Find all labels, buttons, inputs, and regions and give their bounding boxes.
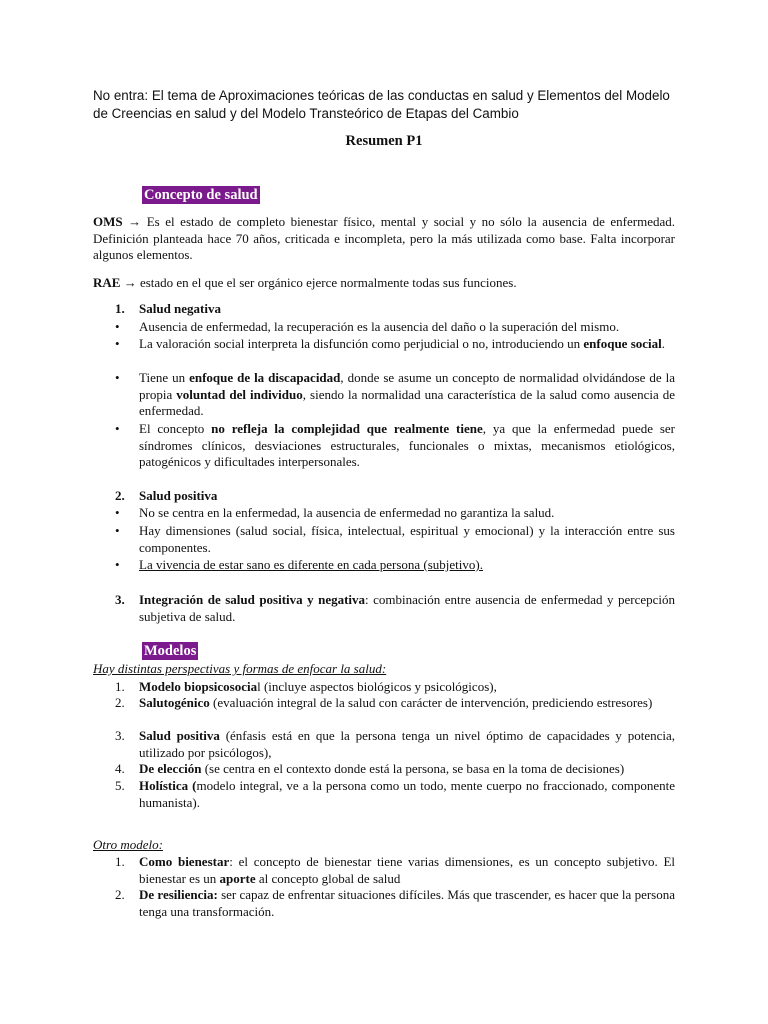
- item-label: Salutogénico: [139, 695, 210, 710]
- item-text: (énfasis está en que la persona tenga un nivel óptimo de capacidades y potencia, utilizado por psicólogos),: [139, 728, 675, 760]
- list-item-salud-negativa: [115, 301, 675, 318]
- list-number: 3.: [115, 728, 125, 743]
- bold-text: voluntad del individuo: [176, 386, 303, 402]
- bold-text: aporte: [219, 870, 256, 886]
- rae-label: RAE: [93, 275, 121, 290]
- modelo-item: [115, 761, 675, 778]
- heading-highlight: Concepto de salud: [144, 187, 258, 203]
- bullet-item: [115, 370, 675, 420]
- bullet-item: [115, 557, 675, 574]
- page-title: Resumen P1: [345, 133, 423, 149]
- bullet-text: Tiene un: [139, 370, 190, 385]
- otro-modelo-lead: Otro modelo:: [93, 837, 163, 852]
- item-label: De resiliencia:: [139, 887, 218, 902]
- modelo-item: [115, 695, 675, 712]
- bullet-text: Hay dimensiones (salud social, física, intelectual, espiritual y emocional) y la interacción entre sus componentes.: [139, 523, 675, 555]
- rae-text: estado en el que el ser orgánico ejerce normalmente todas sus funciones.: [136, 275, 517, 290]
- list-item-integracion: [115, 592, 675, 625]
- list-number: 2.: [115, 488, 125, 503]
- bullet-text: , donde se asume un concepto de normalidad olvidándose de la propia: [139, 370, 676, 402]
- bullet-icon: •: [115, 370, 120, 385]
- bullet-text: , ya que la enfermedad puede ser síndromes clínicos, desviaciones estructurales, funcionales o mixtas, mecanismos etiológicos, patogénicos y dificultades interpersonales.: [139, 421, 675, 469]
- oms-label: OMS: [93, 214, 123, 229]
- bullet-item: [115, 505, 675, 522]
- otro-modelo-item: [115, 887, 675, 920]
- modelo-item: [115, 778, 675, 811]
- arrow-icon: →: [128, 214, 142, 229]
- item-text: (evaluación integral de la salud con carácter de intervención, prediciendo estresores): [209, 695, 653, 710]
- otro-modelo-item: [115, 854, 675, 887]
- arrow-icon: →: [123, 275, 137, 290]
- bold-text: enfoque de la discapacidad: [189, 370, 341, 385]
- bullet-text: Ausencia de enfermedad, la recuperación es la ausencia del daño o la superación del mismo.: [139, 319, 620, 334]
- rae-definition: [93, 275, 675, 292]
- modelo-item: [115, 679, 675, 696]
- bullet-icon: •: [115, 523, 120, 538]
- list-number: 4.: [115, 761, 125, 776]
- oms-text: Es el estado de completo bienestar físico, mental y social y no sólo la ausencia de enfermedad. Definición planteada hace 70 años, criticada e incompleta, pero la más utilizada como base. Falta incorporar algunos elementos.: [93, 214, 675, 262]
- list-number: 2.: [115, 695, 125, 710]
- list-item-salud-positiva: [115, 488, 675, 505]
- bullet-icon: •: [115, 319, 120, 334]
- item-text: : el concepto de bienestar tiene varias dimensiones, es un concepto subjetivo. El bienestar es un: [139, 854, 675, 886]
- item-label: Modelo biopsicosocia: [139, 679, 258, 694]
- bullet-icon: •: [115, 421, 120, 436]
- bold-text: no refleja la complejidad que realmente tiene: [211, 421, 483, 436]
- item-label: Salud positiva: [139, 488, 218, 503]
- oms-definition: [93, 214, 675, 264]
- bullet-text: La valoración social interpreta la disfunción como perjudicial o no, introduciendo un: [139, 336, 584, 351]
- heading-highlight: Modelos: [144, 643, 197, 659]
- bullet-item: [115, 421, 675, 471]
- bullet-icon: •: [115, 505, 120, 520]
- item-text: : combinación entre ausencia de enfermedad y percepción subjetiva de salud.: [139, 592, 675, 624]
- list-number: 1.: [115, 301, 125, 316]
- item-text: ser capaz de enfrentar situaciones difíciles. Más que trascender, es hacer que la persona tenga una transformación.: [139, 887, 675, 919]
- modelo-item: [115, 728, 675, 761]
- underlined-text: La vivencia de estar sano es diferente en cada persona (subjetivo).: [139, 557, 483, 572]
- item-label: Holística (: [139, 778, 197, 793]
- list-number: 2.: [115, 887, 125, 902]
- bullet-icon: •: [115, 557, 120, 572]
- bullet-icon: •: [115, 336, 120, 351]
- bullet-item: [115, 523, 675, 556]
- item-label: De elección: [139, 761, 202, 776]
- section-heading-modelos: [142, 642, 198, 660]
- list-number: 5.: [115, 778, 125, 793]
- bold-text: enfoque social: [583, 336, 662, 351]
- bullet-text: No se centra en la enfermedad, la ausencia de enfermedad no garantiza la salud.: [139, 505, 555, 520]
- item-text: (se centra en el contexto donde está la persona, se basa en la toma de decisiones): [201, 761, 625, 776]
- bullet-text: , siendo la normalidad una característica de la salud como ausencia de enfermedad.: [139, 386, 675, 418]
- item-label: Como bienestar: [139, 854, 230, 869]
- intro-note: [93, 87, 683, 123]
- bullet-item: [115, 336, 675, 353]
- intro-prefix: No entra:: [93, 88, 152, 103]
- intro-text: El tema de Aproximaciones teóricas de las conductas en salud y Elementos del Modelo de Creencias en salud y del Modelo Transteórico de Etapas del Cambio: [93, 88, 670, 121]
- list-number: 3.: [115, 592, 125, 607]
- item-text: al concepto global de salud: [255, 870, 401, 886]
- item-text: l (incluye aspectos biológicos y psicológicos),: [257, 679, 497, 694]
- list-number: 1.: [115, 679, 125, 694]
- item-label: Salud negativa: [139, 301, 221, 316]
- bullet-item: [115, 319, 675, 336]
- item-label: Integración de salud positiva y negativa: [139, 592, 366, 607]
- list-number: 1.: [115, 854, 125, 869]
- section-heading-concepto: [142, 186, 260, 204]
- bullet-text: .: [661, 336, 666, 351]
- bullet-text: El concepto: [139, 421, 212, 436]
- modelos-lead: Hay distintas perspectivas y formas de enfocar la salud:: [93, 661, 387, 676]
- item-text: modelo integral, ve a la persona como un todo, mente cuerpo no fraccionado, componente humanista).: [139, 778, 675, 810]
- item-label: Salud positiva: [139, 728, 220, 743]
